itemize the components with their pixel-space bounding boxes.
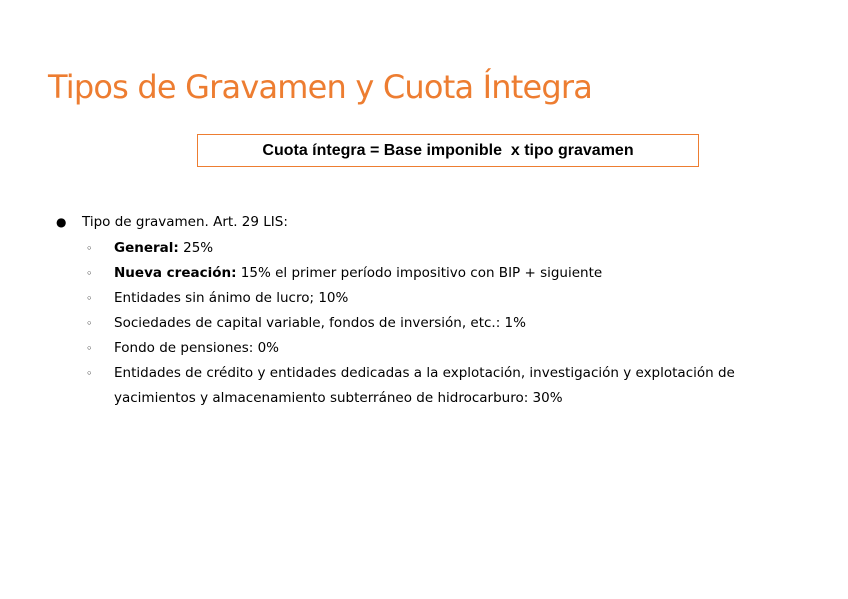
sub-list-item-label: Nueva creación: <box>114 265 237 281</box>
sub-list-item <box>86 336 816 361</box>
bullet-list <box>56 211 816 411</box>
sub-list-item-text <box>114 236 816 261</box>
circle-bullet-icon: ◦ <box>86 367 93 380</box>
sub-list-item-value: 25% <box>178 240 214 256</box>
circle-bullet-icon: ◦ <box>86 317 93 330</box>
bullet-icon: ● <box>56 215 67 229</box>
sub-list-item <box>86 236 816 261</box>
sub-list-item-label: General: <box>114 240 179 256</box>
circle-bullet-icon: ◦ <box>86 267 93 280</box>
sub-list <box>86 236 816 411</box>
sub-list-item-value: 15% el primer período impositivo con BIP + siguiente <box>236 265 603 281</box>
circle-bullet-icon: ◦ <box>86 242 93 255</box>
sub-list-item <box>86 286 816 311</box>
circle-bullet-icon: ◦ <box>86 292 93 305</box>
list-item-text: Tipo de gravamen. Art. 29 LIS: <box>82 214 288 230</box>
formula-box: Cuota íntegra = Base imponible x tipo gravamen <box>197 134 699 167</box>
sub-list-item-text: Entidades sin ánimo de lucro; 10% <box>114 290 349 306</box>
list-item <box>56 211 816 236</box>
sub-list-item <box>86 261 816 286</box>
sub-list-item-text: Entidades de crédito y entidades dedicadas a la explotación, investigación y explotación de yacimientos y almacenamiento subterráneo de hidrocarburo: 30% <box>114 365 735 406</box>
circle-bullet-icon: ◦ <box>86 342 93 355</box>
sub-list-item-text <box>114 261 816 286</box>
sub-list-item <box>86 361 816 411</box>
sub-list-item-text: Fondo de pensiones: 0% <box>114 340 280 356</box>
sub-list-item-text: Sociedades de capital variable, fondos de inversión, etc.: 1% <box>114 315 526 331</box>
slide-title: Tipos de Gravamen y Cuota Íntegra <box>48 68 593 106</box>
sub-list-item <box>86 311 816 336</box>
